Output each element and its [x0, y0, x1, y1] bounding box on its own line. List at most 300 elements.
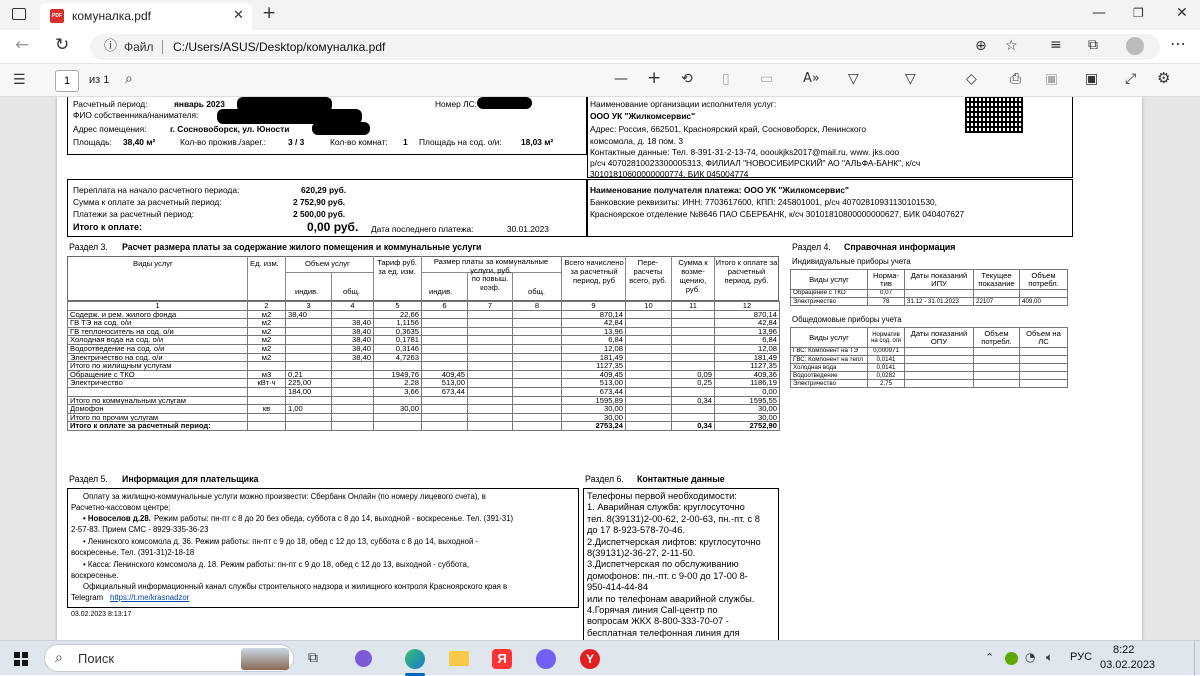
h-fee-common: общ.: [528, 287, 545, 296]
total-value: 0,00 руб.: [307, 220, 359, 234]
contents-icon[interactable]: ☰: [13, 72, 26, 88]
table-cell: ГВ ТЭ на сод. о/и: [68, 319, 248, 328]
table-cell: [626, 422, 672, 431]
table-cell: [672, 353, 715, 362]
table-cell: Итого по жилищным услугам: [68, 362, 248, 371]
table-cell: [422, 310, 468, 319]
table-cell: [626, 370, 672, 379]
save-icon[interactable]: ▣: [1045, 71, 1059, 87]
favorites-icon[interactable]: ≡: [1050, 37, 1062, 53]
org-line: 30101810600000000774, БИК 045004774: [590, 169, 749, 179]
common-area-label: Площадь на сод. о/и:: [419, 137, 502, 147]
table-cell: [332, 310, 374, 319]
address-prefix: Файл: [124, 40, 154, 54]
h-volume: Объем услуг: [305, 259, 350, 268]
table-cell: 184,00: [286, 387, 332, 396]
table-cell: [468, 344, 513, 353]
favorite-add-icon[interactable]: ☆: [1005, 38, 1018, 54]
paid-label: Платежи за расчетный период:: [73, 209, 194, 219]
language-indicator[interactable]: РУС: [1070, 651, 1093, 663]
read-aloud-icon[interactable]: A»: [803, 71, 820, 86]
column-header: Виды услуг: [791, 328, 868, 348]
table-cell: [513, 344, 562, 353]
table-cell: ГВ теплоноситель на сод. о/и: [68, 327, 248, 336]
yandex-icon[interactable]: Y: [580, 649, 600, 669]
h-ind: индив.: [295, 287, 319, 296]
s5-line: • Ленинского комсомола д. 36. Режим работы: пн-пт с 9 до 18, обед с 12 до 13, суббота с 8 до 14, выходной -: [83, 537, 479, 546]
table-cell: [626, 362, 672, 371]
table-cell: [1020, 356, 1068, 364]
table-row: [68, 405, 780, 414]
search-icon: ⌕: [55, 650, 63, 666]
table-cell: [374, 413, 422, 422]
table-cell: [468, 370, 513, 379]
table-cell: [286, 344, 332, 353]
viber-icon[interactable]: [536, 649, 556, 669]
table-cell: 38,40: [332, 336, 374, 345]
odpu-table: [790, 327, 1068, 388]
table-cell: 0,34: [672, 396, 715, 405]
table-cell: Обращение с ТКО: [791, 290, 868, 298]
table-cell: [513, 362, 562, 371]
tray-app-icon[interactable]: [1005, 652, 1018, 665]
table-cell: [905, 364, 974, 372]
pdf-page: [57, 97, 1142, 640]
highlight-icon[interactable]: ▽: [905, 71, 916, 87]
table-cell: 1186,19: [715, 379, 780, 388]
table-cell: 870,14: [715, 310, 780, 319]
page-view-icon[interactable]: ▯: [722, 71, 730, 87]
table-cell: [468, 422, 513, 431]
edge-icon[interactable]: [405, 649, 425, 669]
table-cell: [286, 353, 332, 362]
table-cell: [626, 344, 672, 353]
table-cell: кв: [248, 405, 286, 414]
org-line: р/сч 40702810023300005313, ФИЛИАЛ "НОВОСИБИРСКИЙ" АО "АЛЬФА-БАНК", к/сч: [590, 158, 921, 168]
contact-line: 4.Горячая линия Call-центр по: [587, 605, 718, 615]
table-cell: 0,34: [672, 422, 715, 431]
h-total: Всего начислено за расчетный период, руб: [564, 258, 624, 286]
column-header: Виды услуг: [791, 270, 868, 290]
due-value: 2 752,90 руб.: [293, 197, 346, 207]
table-cell: 2,28: [374, 379, 422, 388]
table-cell: [626, 413, 672, 422]
column-header: Норматив на сод. о/и: [868, 328, 905, 348]
table-cell: [626, 327, 672, 336]
table-cell: [68, 387, 248, 396]
last-payment-value: 30.01.2023: [507, 224, 549, 234]
zoom-icon[interactable]: ⊕: [975, 38, 987, 54]
table-cell: 409,45: [562, 370, 626, 379]
table-cell: 181,49: [715, 353, 780, 362]
zoom-in-icon[interactable]: +: [647, 68, 662, 88]
taskbar-search[interactable]: [44, 644, 294, 672]
table-cell: м2: [248, 327, 286, 336]
contact-line: 8(39131)2-36-27, 2-11-50.: [587, 548, 696, 558]
page-number-input[interactable]: 1: [55, 70, 79, 92]
table-cell: 1949,76: [374, 370, 422, 379]
contact-line: домофонов: пн.-пт. с 9-00 до 17-00 8-: [587, 570, 748, 581]
address-value: г. Сосновоборск, ул. Юности: [170, 124, 290, 134]
table-cell: 30,00: [715, 413, 780, 422]
table-cell: [422, 344, 468, 353]
table-cell: 3,66: [374, 387, 422, 396]
print-timestamp: 03.02.2023 8:13:17: [71, 611, 132, 618]
table-cell: Электричество: [791, 380, 868, 388]
table-cell: [468, 327, 513, 336]
fullscreen-icon[interactable]: ⤢: [1125, 71, 1137, 87]
common-area-value: 18,03 м²: [521, 137, 554, 147]
table-cell: ГВС: Компонент на тепл: [791, 356, 868, 364]
new-tab-icon[interactable]: +: [262, 3, 277, 23]
table-cell: [332, 387, 374, 396]
org-line: Контактные данные: Тел. 8-391-31-2-13-74, oooukjks2017@mail.ru, www. jks.ooo: [590, 147, 900, 157]
table-cell: 0,3635: [374, 327, 422, 336]
s5-line: Режим работы: пн-пт с 8 до 20 без обеда, суббота с 8 до 14, выходной - воскресенье. Тел. (391-31): [154, 514, 514, 523]
search-highlight-image: [241, 648, 289, 670]
table-cell: 181,49: [562, 353, 626, 362]
restore-icon[interactable]: ❐: [1133, 6, 1144, 20]
profile-avatar[interactable]: [1126, 37, 1144, 55]
table-row: [68, 319, 780, 328]
two-page-icon[interactable]: ▭: [760, 71, 774, 87]
table-cell: [248, 396, 286, 405]
save-as-icon[interactable]: ▣: [1085, 71, 1099, 87]
overpay-label: Переплата на начало расчетного периода:: [73, 185, 240, 195]
task-view-icon[interactable]: ⧉: [308, 650, 318, 666]
table-cell: 6,84: [715, 336, 780, 345]
s5-line: Расчетно-кассовом центре:: [71, 503, 171, 512]
table-cell: [422, 319, 468, 328]
s5-line: воскресенье. Тел. (391-31)2-18-18: [71, 548, 195, 557]
table-cell: 22,66: [374, 310, 422, 319]
odpu-title: Общедомовые приборы учета: [792, 315, 902, 324]
table-cell: 30,00: [715, 405, 780, 414]
table-cell: кВт·ч: [248, 379, 286, 388]
table-cell: [248, 422, 286, 431]
table-cell: [626, 396, 672, 405]
column-header: Объем потребл.: [974, 328, 1020, 348]
address-divider: [162, 40, 163, 54]
table-cell: 513,00: [422, 379, 468, 388]
table-cell: 38,40: [332, 327, 374, 336]
table-cell: 1127,35: [715, 362, 780, 371]
table-cell: Итого по прочим услугам: [68, 413, 248, 422]
table-cell: [974, 380, 1020, 388]
close-window-icon[interactable]: ✕: [1176, 5, 1188, 21]
table-cell: 78: [868, 298, 905, 306]
s5-line: воскресенье.: [71, 571, 119, 580]
settings-gear-icon[interactable]: ⚙: [1157, 69, 1171, 87]
address-label: Адрес помещения:: [73, 124, 147, 134]
back-icon[interactable]: ←: [15, 35, 30, 55]
table-cell: 11: [672, 302, 715, 311]
h-due: Итого к оплате за расчетный период, руб.: [715, 258, 778, 286]
clock-date[interactable]: 03.02.2023: [1100, 659, 1156, 671]
table-cell: 0,0141: [868, 356, 905, 364]
section3-prefix: Раздел 3.: [69, 242, 108, 252]
table-cell: 0,00: [715, 387, 780, 396]
table-cell: [332, 405, 374, 414]
volume-icon[interactable]: 🔈︎: [1046, 650, 1054, 664]
table-cell: [905, 356, 974, 364]
table-cell: 7: [468, 302, 513, 311]
table-cell: [672, 362, 715, 371]
column-numbers-row: [68, 302, 780, 311]
column-header: Норма-тив: [868, 270, 905, 290]
s5-telegram-label: Telegram: [71, 593, 104, 602]
table-cell: [513, 370, 562, 379]
tab-title: комуналка.pdf: [72, 9, 151, 23]
table-cell: 513,00: [562, 379, 626, 388]
table-cell: 0,07: [868, 290, 905, 298]
total-label: Итого к оплате:: [73, 222, 142, 232]
s5-line: 2-57-83. Прием СМС - 8929-335-36-23: [71, 525, 209, 534]
table-cell: 30,00: [374, 405, 422, 414]
table-cell: [286, 319, 332, 328]
ls-label: Номер ЛС:: [435, 99, 477, 109]
table-cell: 6,84: [562, 336, 626, 345]
table-cell: [468, 319, 513, 328]
address-field[interactable]: [90, 34, 1160, 60]
table-cell: м2: [248, 319, 286, 328]
network-icon[interactable]: ◔: [1025, 650, 1036, 664]
table-cell: [974, 290, 1020, 298]
table-cell: 22107: [974, 298, 1020, 306]
pdf-viewer[interactable]: [0, 97, 1200, 640]
contact-line: или по телефонам аварийной службы.: [587, 593, 755, 604]
table-cell: 5: [374, 302, 422, 311]
table-cell: [974, 372, 1020, 380]
table-cell: [513, 422, 562, 431]
section5-title: Информация для плательщика: [122, 474, 259, 484]
overpay-value: 620,29 руб.: [301, 185, 347, 195]
contact-line: 3.Диспетчерская по обслуживанию: [587, 559, 739, 570]
address-bar-row: [0, 30, 1200, 64]
section6-title: Контактные данные: [637, 474, 725, 484]
section4-prefix: Раздел 4.: [792, 242, 831, 252]
contact-line: 2.Диспетчерская лифтов: круглосуточно: [587, 536, 761, 547]
section6-prefix: Раздел 6.: [585, 474, 624, 484]
column-header: Даты показаний ИПУ: [905, 270, 974, 290]
table-cell: 3: [286, 302, 332, 311]
table-cell: [468, 336, 513, 345]
table-cell: м2: [248, 353, 286, 362]
table-cell: [513, 413, 562, 422]
draw-icon[interactable]: ▽: [848, 71, 859, 87]
column-header: Даты показаний ОПУ: [905, 328, 974, 348]
table-cell: Содерж. и рем. жилого фонда: [68, 310, 248, 319]
table-cell: м2: [248, 336, 286, 345]
table-cell: 1127,35: [562, 362, 626, 371]
table-cell: Домофон: [68, 405, 248, 414]
show-desktop-button[interactable]: [1194, 641, 1200, 676]
table-cell: [513, 319, 562, 328]
table-cell: [626, 387, 672, 396]
taskbar: [0, 640, 1200, 675]
table-cell: [422, 353, 468, 362]
table-cell: [672, 319, 715, 328]
table-cell: 42,84: [715, 319, 780, 328]
erase-icon[interactable]: ◇: [966, 71, 977, 87]
table-cell: [248, 362, 286, 371]
table-cell: 8: [513, 302, 562, 311]
table-row: [68, 344, 780, 353]
table-cell: 12: [715, 302, 780, 311]
collections-icon[interactable]: ⧉: [1088, 37, 1098, 53]
copilot-icon[interactable]: [355, 650, 372, 667]
h-tariff: Тариф руб. за ед. изм.: [377, 258, 417, 277]
section3-table: [67, 301, 780, 431]
org-line: комсомола, д. 18 пом. 3: [590, 136, 683, 146]
table-cell: [626, 405, 672, 414]
column-header: Объем потребл.: [1020, 270, 1068, 290]
table-cell: [374, 362, 422, 371]
clock-time[interactable]: 8:22: [1113, 644, 1135, 656]
fio-label: ФИО собственника/нанимателя:: [73, 110, 199, 120]
table-cell: 4,7263: [374, 353, 422, 362]
rooms-label: Кол-во комнат:: [330, 137, 388, 147]
table-row: [68, 310, 780, 319]
table-cell: Обращение с ТКО: [68, 370, 248, 379]
table-row: [791, 298, 1068, 306]
column-header: Текущее показание: [974, 270, 1020, 290]
table-cell: [1020, 364, 1068, 372]
table-cell: 38,40: [286, 310, 332, 319]
table-cell: [468, 396, 513, 405]
table-row: [68, 362, 780, 371]
table-cell: [422, 405, 468, 414]
table-cell: 2: [248, 302, 286, 311]
browser-tab[interactable]: [40, 3, 252, 30]
s5-line: Оплату за жилищно-коммунальные услуги можно произвести: Сбербанк Онлайн (по номеру лицевого счета), в: [83, 492, 486, 501]
table-cell: [1020, 348, 1068, 356]
table-cell: [286, 413, 332, 422]
table-cell: 1595,55: [715, 396, 780, 405]
h-service: Виды услуг: [133, 259, 173, 268]
table-cell: 2,75: [868, 380, 905, 388]
area-value: 38,40 м²: [123, 137, 156, 147]
table-cell: 0,000971: [868, 348, 905, 356]
recipient-line: Наименование получателя платежа: ООО УК "Жилкомсервис": [590, 185, 849, 195]
h-recalc: Пере- расчеты всего, руб.: [629, 258, 667, 286]
table-cell: [332, 370, 374, 379]
table-row: [68, 370, 780, 379]
file-explorer-icon[interactable]: [449, 651, 469, 666]
table-cell: 225,00: [286, 379, 332, 388]
table-cell: [422, 336, 468, 345]
h-fee-inc: по повыш. коэф.: [471, 274, 509, 293]
table-cell: 38,40: [332, 319, 374, 328]
table-cell: [468, 413, 513, 422]
table-cell: Электричество: [68, 379, 248, 388]
yandex-browser-icon[interactable]: Я: [492, 649, 512, 669]
table-cell: [468, 310, 513, 319]
recipient-line: Красноярское отделение №8646 ПАО СБЕРБАНК, к/сч 30101810800000000627, БИК 040407627: [590, 209, 965, 219]
table-cell: [1020, 380, 1068, 388]
find-icon[interactable]: ⌕: [125, 71, 133, 87]
table-cell: [905, 372, 974, 380]
tray-chevron-icon[interactable]: ⌃: [985, 651, 995, 664]
table-cell: [468, 379, 513, 388]
table-cell: [513, 327, 562, 336]
address-text: C:/Users/ASUS/Desktop/комуналка.pdf: [173, 40, 386, 54]
last-payment-label: Дата последнего платежа:: [371, 224, 474, 234]
contact-line: Телефоны первой необходимости:: [587, 491, 737, 501]
table-cell: 31.12 - 31.01.2023: [905, 298, 974, 306]
table-cell: 673,44: [422, 387, 468, 396]
area-label: Площадь:: [73, 137, 112, 147]
table-cell: [672, 327, 715, 336]
header-row: [791, 270, 1068, 290]
org-title: Наименование организации исполнителя услуг:: [590, 99, 777, 109]
windows-start-icon[interactable]: [14, 652, 28, 666]
column-header: Объем на ЛС: [1020, 328, 1068, 348]
table-cell: [286, 422, 332, 431]
telegram-link[interactable]: https://t.me/krasnadzor: [110, 593, 190, 602]
table-cell: 38,40: [332, 353, 374, 362]
table-row: [68, 379, 780, 388]
print-icon[interactable]: ⎙: [1010, 71, 1022, 87]
table-cell: [332, 413, 374, 422]
recipient-line: Банковские реквизиты: ИНН: 7703617600, КПП: 245801001, р/сч 40702810931130101530,: [590, 197, 937, 207]
section4-title: Справочная информация: [844, 242, 956, 252]
qr-code: [965, 97, 1023, 133]
section5-prefix: Раздел 5.: [69, 474, 108, 484]
table-cell: [248, 387, 286, 396]
table-cell: [672, 344, 715, 353]
scrollbar[interactable]: [1188, 97, 1200, 640]
table-cell: [626, 379, 672, 388]
tab-close-icon[interactable]: ✕: [233, 8, 244, 23]
refresh-icon[interactable]: ↻: [55, 35, 70, 55]
minimize-icon[interactable]: —: [1092, 5, 1106, 21]
table-cell: Электричество на сод. о/и: [68, 353, 248, 362]
table-cell: 0,0282: [868, 372, 905, 380]
table-cell: [905, 348, 974, 356]
table-row: [68, 396, 780, 405]
zoom-out-icon[interactable]: —: [614, 71, 628, 87]
sidebar-toggle-icon[interactable]: [12, 8, 26, 20]
table-cell: [974, 364, 1020, 372]
table-cell: [248, 413, 286, 422]
table-cell: [513, 396, 562, 405]
table-cell: [672, 413, 715, 422]
table-cell: [286, 362, 332, 371]
contact-line: до 17 8-923-578-70-46.: [587, 525, 685, 536]
redaction: [312, 122, 370, 135]
fit-page-icon[interactable]: ⟲: [681, 71, 693, 87]
table-cell: [626, 310, 672, 319]
table-cell: [332, 362, 374, 371]
table-cell: 1595,89: [562, 396, 626, 405]
more-menu-icon[interactable]: ⋯: [1170, 34, 1186, 53]
h-comp: Сумма к возме- щению, руб.: [678, 258, 708, 295]
table-cell: [422, 362, 468, 371]
org-name: ООО УК "Жилкомсервис": [590, 111, 696, 121]
table-cell: 673,44: [562, 387, 626, 396]
table-cell: [672, 405, 715, 414]
table-cell: [286, 327, 332, 336]
ind-meters-title: Индивидуальные приборы учета: [792, 257, 911, 266]
table-cell: 1,1156: [374, 319, 422, 328]
table-row: [68, 413, 780, 422]
table-cell: [513, 405, 562, 414]
pdf-file-icon: PDF: [50, 9, 64, 23]
table-cell: м2: [248, 344, 286, 353]
table-cell: [513, 379, 562, 388]
info-icon[interactable]: ⓘ: [104, 39, 118, 54]
